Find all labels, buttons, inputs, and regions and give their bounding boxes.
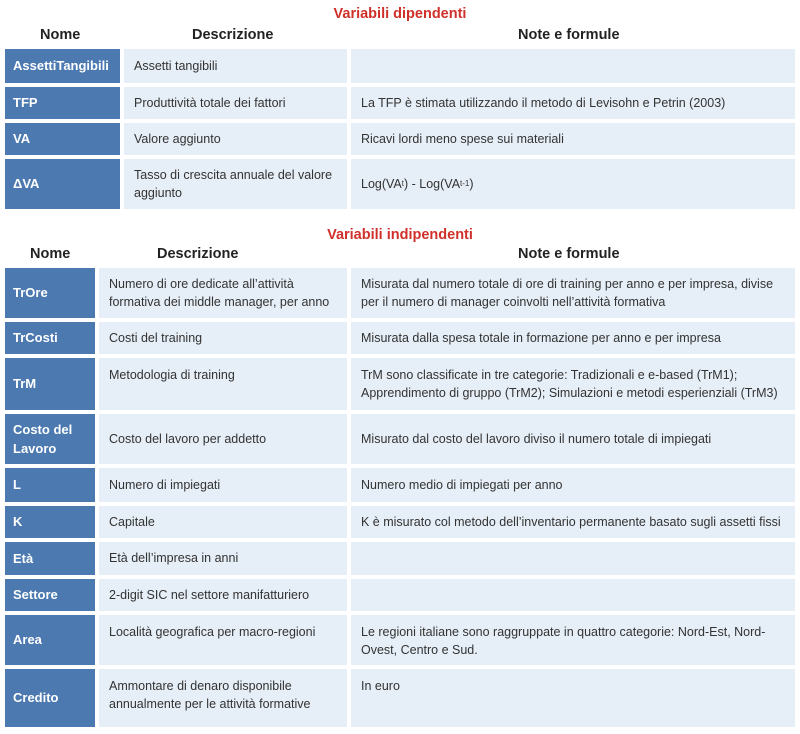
variable-description: Numero di ore dedicate all’attività formativa dei middle manager, per anno bbox=[99, 268, 347, 318]
variable-name: L bbox=[5, 468, 95, 502]
independent-header-name: Nome bbox=[30, 246, 71, 262]
variable-name: Età bbox=[5, 542, 95, 575]
variable-description: Numero di impiegati bbox=[99, 468, 347, 502]
variable-name: K bbox=[5, 506, 95, 538]
variable-description: Costo del lavoro per addetto bbox=[99, 414, 347, 464]
table-row bbox=[5, 358, 795, 410]
table-row bbox=[5, 542, 795, 575]
variable-description: Capitale bbox=[99, 506, 347, 538]
variable-name: TrCosti bbox=[5, 322, 95, 354]
table-row bbox=[5, 123, 795, 155]
table-row bbox=[5, 87, 795, 119]
variable-notes: TrM sono classificate in tre categorie: Tradizionali e e-based (TrM1); Apprendimento di gruppo (TrM2); Simulazioni e metodi esperienziali (TrM3) bbox=[351, 358, 795, 410]
variable-name: Credito bbox=[5, 669, 95, 727]
variable-name: TrOre bbox=[5, 268, 95, 318]
variable-description: Assetti tangibili bbox=[124, 49, 347, 83]
variable-description: Costi del training bbox=[99, 322, 347, 354]
independent-header-desc: Descrizione bbox=[157, 246, 239, 262]
independent-section-title: Variabili indipendenti bbox=[327, 227, 473, 243]
variable-name: Settore bbox=[5, 579, 95, 611]
dependent-header-desc: Descrizione bbox=[192, 27, 274, 43]
variable-description: Produttività totale dei fattori bbox=[124, 87, 347, 119]
table-row bbox=[5, 468, 795, 502]
variable-name: TrM bbox=[5, 358, 95, 410]
variable-notes bbox=[351, 579, 795, 611]
variable-notes: K è misurato col metodo dell’inventario permanente basato sugli assetti fissi bbox=[351, 506, 795, 538]
variable-notes-formula: Log(VA t ) - Log(VA t-1 ) bbox=[351, 159, 795, 209]
variable-notes: In euro bbox=[351, 669, 795, 727]
table-row bbox=[5, 49, 795, 83]
variable-description: Valore aggiunto bbox=[124, 123, 347, 155]
table-row bbox=[5, 322, 795, 354]
variable-name: VA bbox=[5, 123, 120, 155]
table-row bbox=[5, 268, 795, 318]
variable-notes bbox=[351, 49, 795, 83]
variable-notes: Numero medio di impiegati per anno bbox=[351, 468, 795, 502]
variable-name: Area bbox=[5, 615, 95, 665]
table-row bbox=[5, 506, 795, 538]
table-row bbox=[5, 615, 795, 665]
variable-description: Ammontare di denaro disponibile annualmente per le attività formative bbox=[99, 669, 347, 727]
variable-name: Costo del Lavoro bbox=[5, 414, 95, 464]
variable-description: Località geografica per macro-regioni bbox=[99, 615, 347, 665]
dependent-header-notes: Note e formule bbox=[518, 27, 620, 43]
variable-name: TFP bbox=[5, 87, 120, 119]
variable-notes: Misurata dal numero totale di ore di training per anno e per impresa, divise per il numero di manager coinvolti nell’attività formativa bbox=[351, 268, 795, 318]
dependent-header-name: Nome bbox=[40, 27, 81, 43]
independent-header-notes: Note e formule bbox=[518, 246, 620, 262]
dependent-section-title: Variabili dipendenti bbox=[333, 6, 467, 22]
variable-notes: Misurata dalla spesa totale in formazione per anno e per impresa bbox=[351, 322, 795, 354]
variable-name: AssettiTangibili bbox=[5, 49, 120, 83]
variable-notes: Ricavi lordi meno spese sui materiali bbox=[351, 123, 795, 155]
variable-name: ΔVA bbox=[5, 159, 120, 209]
variable-description: 2-digit SIC nel settore manifatturiero bbox=[99, 579, 347, 611]
table-row bbox=[5, 579, 795, 611]
variable-notes: Misurato dal costo del lavoro diviso il numero totale di impiegati bbox=[351, 414, 795, 464]
variable-notes bbox=[351, 542, 795, 575]
table-row bbox=[5, 159, 795, 209]
variable-notes: Le regioni italiane sono raggruppate in quattro categorie: Nord-Est, Nord-Ovest, Centro e Sud. bbox=[351, 615, 795, 665]
variable-notes: La TFP è stimata utilizzando il metodo di Levisohn e Petrin (2003) bbox=[351, 87, 795, 119]
table-row bbox=[5, 414, 795, 464]
variable-description: Età dell’impresa in anni bbox=[99, 542, 347, 575]
variable-description: Metodologia di training bbox=[99, 358, 347, 410]
variable-description: Tasso di crescita annuale del valore aggiunto bbox=[124, 159, 347, 209]
table-row bbox=[5, 669, 795, 727]
